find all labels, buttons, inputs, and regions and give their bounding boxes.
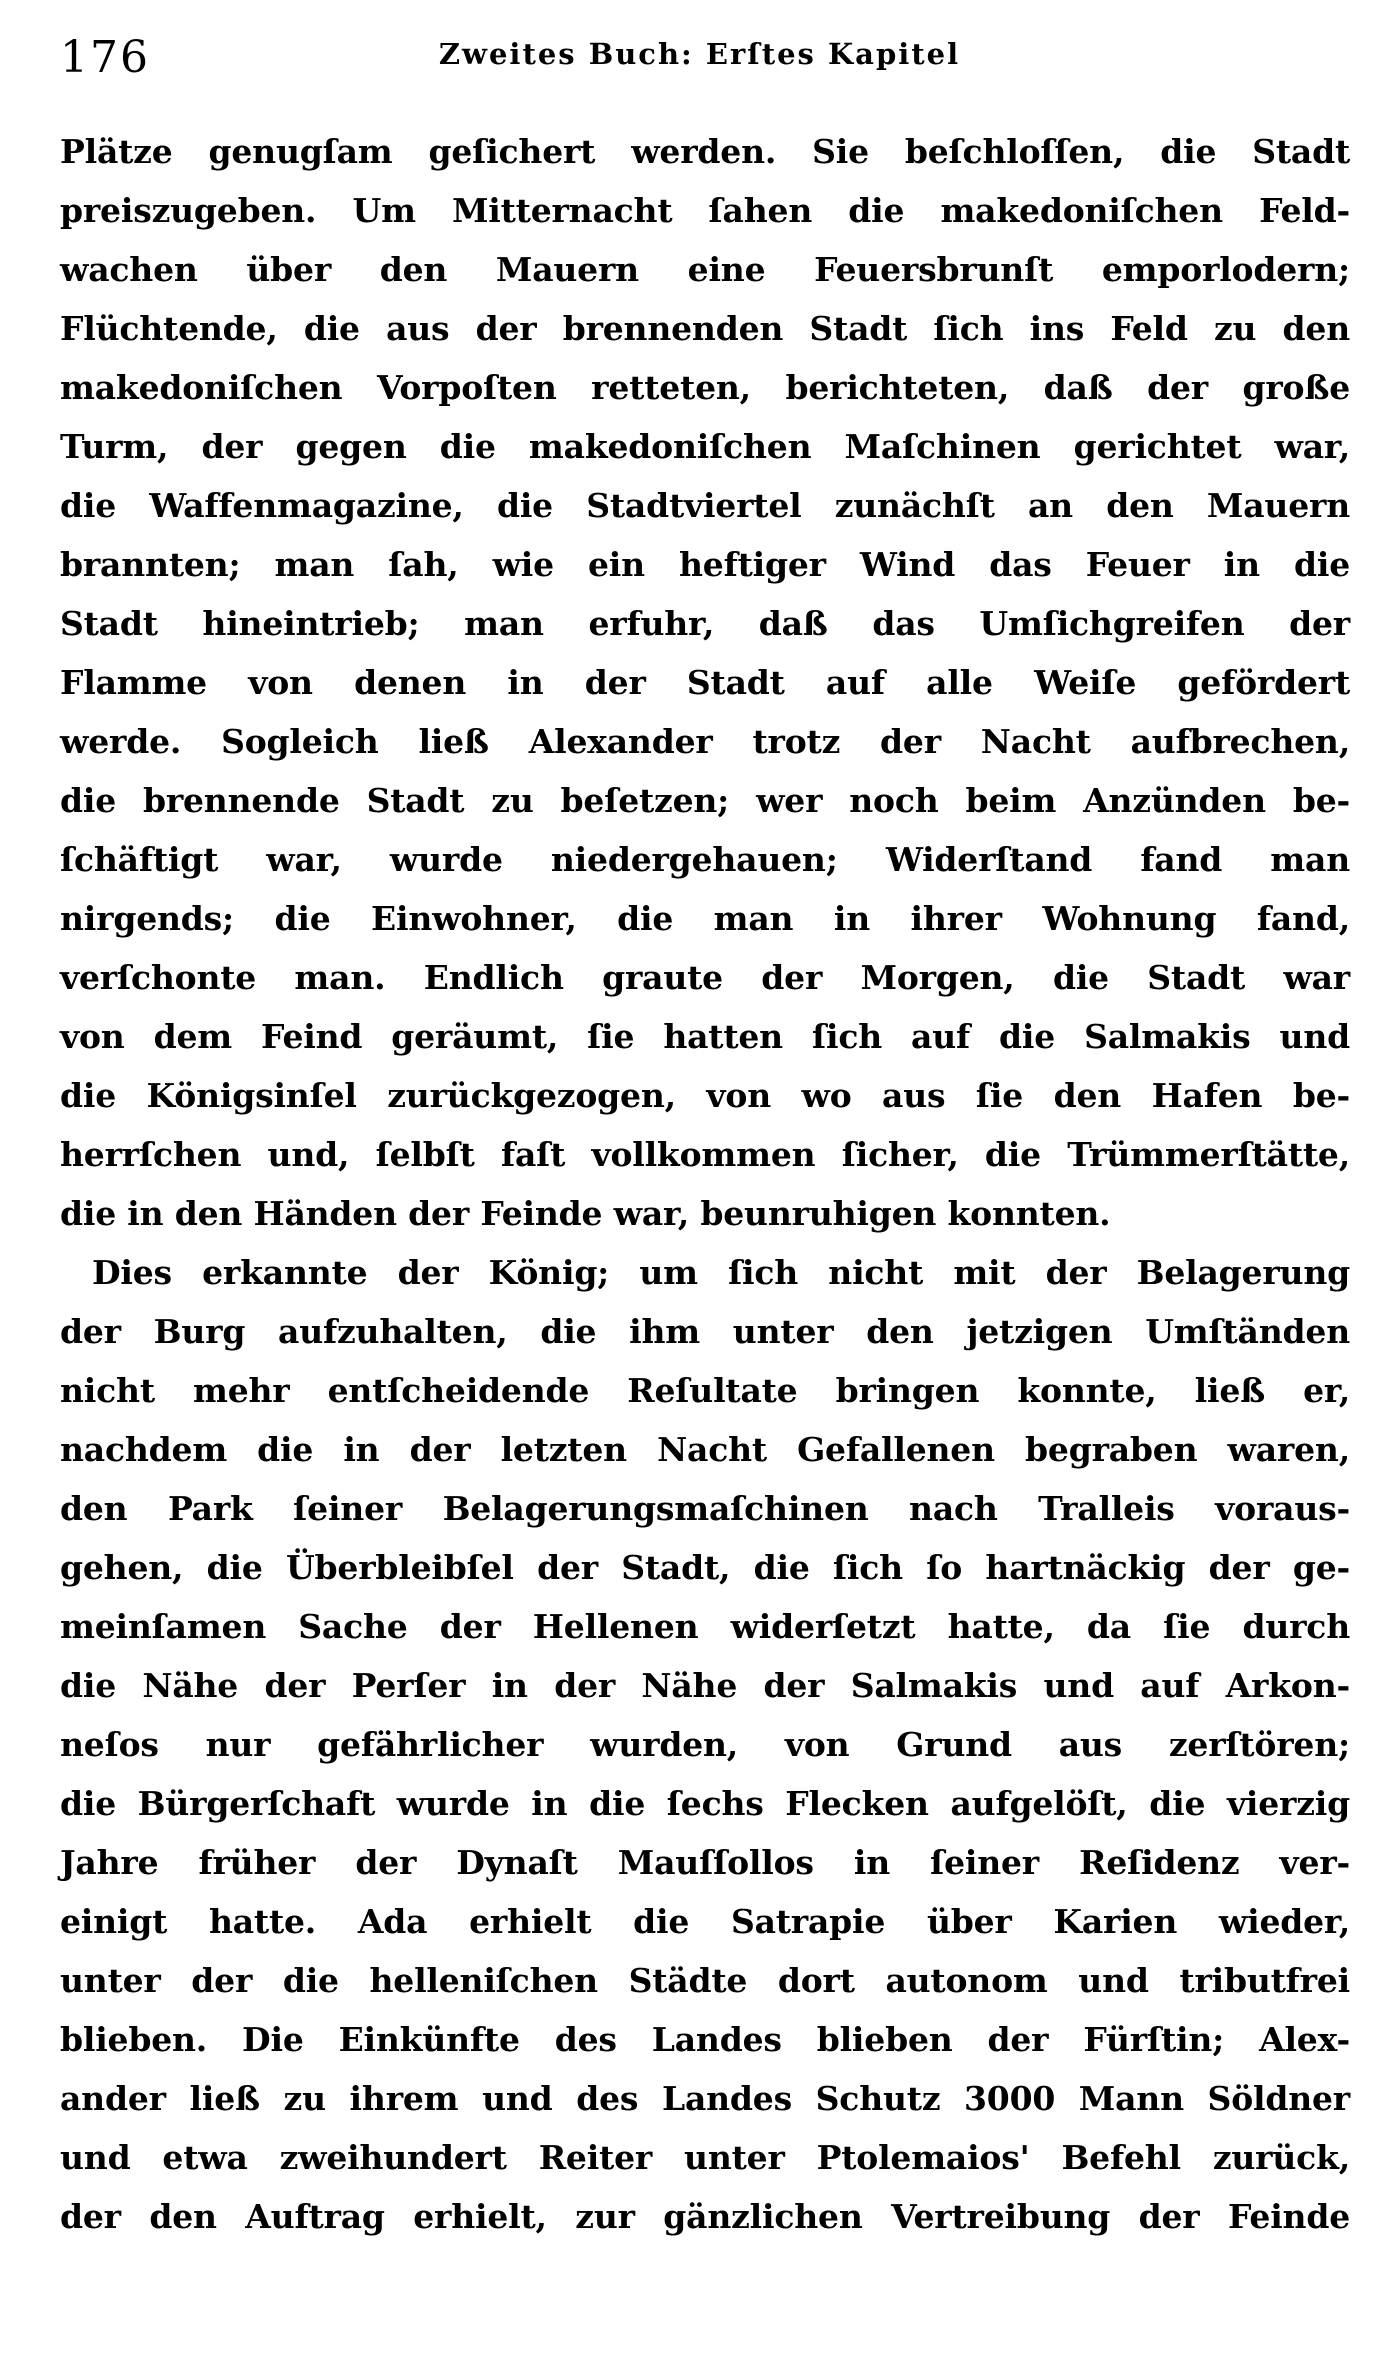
page-number: 176 (60, 32, 150, 83)
text-line: werde. Sogleich ließ Alexander trotz der Nacht aufbrechen, (60, 722, 1350, 761)
text-line: der den Auftrag erhielt, zur gänzlichen Vertreibung der Feinde (60, 2197, 1350, 2236)
text-line: wachen über den Mauern eine Feuersbrunſt emporlodern; (60, 250, 1350, 289)
text-line: Stadt hineintrieb; man erfuhr, daß das Umſichgreifen der (60, 604, 1350, 643)
text-line: nirgends; die Einwohner, die man in ihrer Wohnung fand, (60, 899, 1350, 938)
text-line: nachdem die in der letzten Nacht Gefallenen begraben waren, (60, 1430, 1350, 1469)
text-line: den Park ſeiner Belagerungsmaſchinen nach Tralleis voraus- (60, 1489, 1350, 1528)
text-line: Turm, der gegen die makedoniſchen Maſchinen gerichtet war, (60, 427, 1350, 466)
text-line: preiszugeben. Um Mitternacht ſahen die makedoniſchen Feld- (60, 191, 1350, 230)
text-line: nicht mehr entſcheidende Reſultate bringen konnte, ließ er, (60, 1371, 1350, 1410)
text-line: die Nähe der Perſer in der Nähe der Salmakis und auf Arkon- (60, 1666, 1350, 1705)
paragraph (60, 122, 1350, 1243)
text-line: Flüchtende, die aus der brennenden Stadt ſich ins Feld zu den (60, 309, 1350, 348)
text-line: die Waffenmagazine, die Stadtviertel zunächſt an den Mauern (60, 486, 1350, 525)
text-line: von dem Feind geräumt, ſie hatten ſich auf die Salmakis und (60, 1017, 1350, 1056)
text-line: der Burg aufzuhalten, die ihm unter den jetzigen Umſtänden (60, 1312, 1350, 1351)
text-line: die brennende Stadt zu beſetzen; wer noch beim Anzünden be- (60, 781, 1350, 820)
text-line: makedoniſchen Vorpoſten retteten, berichteten, daß der große (60, 368, 1350, 407)
text-line: blieben. Die Einkünfte des Landes blieben der Fürſtin; Alex- (60, 2020, 1350, 2059)
text-line: herrſchen und, ſelbſt faſt vollkommen ſicher, die Trümmerſtätte, (60, 1135, 1350, 1174)
text-line: meinſamen Sache der Hellenen widerſetzt hatte, da ſie durch (60, 1607, 1350, 1646)
text-line: Dies erkannte der König; um ſich nicht mit der Belagerung (92, 1253, 1350, 1292)
paragraph (60, 1243, 1350, 2246)
text-line: ander ließ zu ihrem und des Landes Schutz 3000 Mann Söldner (60, 2079, 1350, 2118)
running-header: Zweites Buch: Erſtes Kapitel (438, 37, 961, 71)
text-line: Jahre früher der Dynaſt Mauſſollos in ſeiner Reſidenz ver- (60, 1843, 1350, 1882)
text-line: neſos nur gefährlicher wurden, von Grund aus zerſtören; (60, 1725, 1350, 1764)
page-body (60, 122, 1350, 2246)
text-line: die Königsinſel zurückgezogen, von wo aus ſie den Hafen be- (60, 1076, 1350, 1115)
text-line: einigt hatte. Ada erhielt die Satrapie über Karien wieder, (60, 1902, 1350, 1941)
text-line: ſchäftigt war, wurde niedergehauen; Widerſtand fand man (60, 840, 1350, 879)
text-line: Plätze genugſam geſichert werden. Sie beſchloſſen, die Stadt (60, 132, 1350, 171)
text-line: brannten; man ſah, wie ein heftiger Wind das Feuer in die (60, 545, 1350, 584)
text-line: und etwa zweihundert Reiter unter Ptolemaios' Befehl zurück, (60, 2138, 1350, 2177)
text-line: die Bürgerſchaft wurde in die ſechs Flecken aufgelöſt, die vierzig (60, 1784, 1350, 1823)
text-line: die in den Händen der Feinde war, beunruhigen konnten. (60, 1194, 1111, 1233)
text-line: verſchonte man. Endlich graute der Morgen, die Stadt war (60, 958, 1350, 997)
text-line: Flamme von denen in der Stadt auf alle Weiſe gefördert (60, 663, 1350, 702)
text-line: gehen, die Überbleibſel der Stadt, die ſich ſo hartnäckig der ge- (60, 1548, 1350, 1587)
text-line: unter der die helleniſchen Städte dort autonom und tributfrei (60, 1961, 1350, 2000)
